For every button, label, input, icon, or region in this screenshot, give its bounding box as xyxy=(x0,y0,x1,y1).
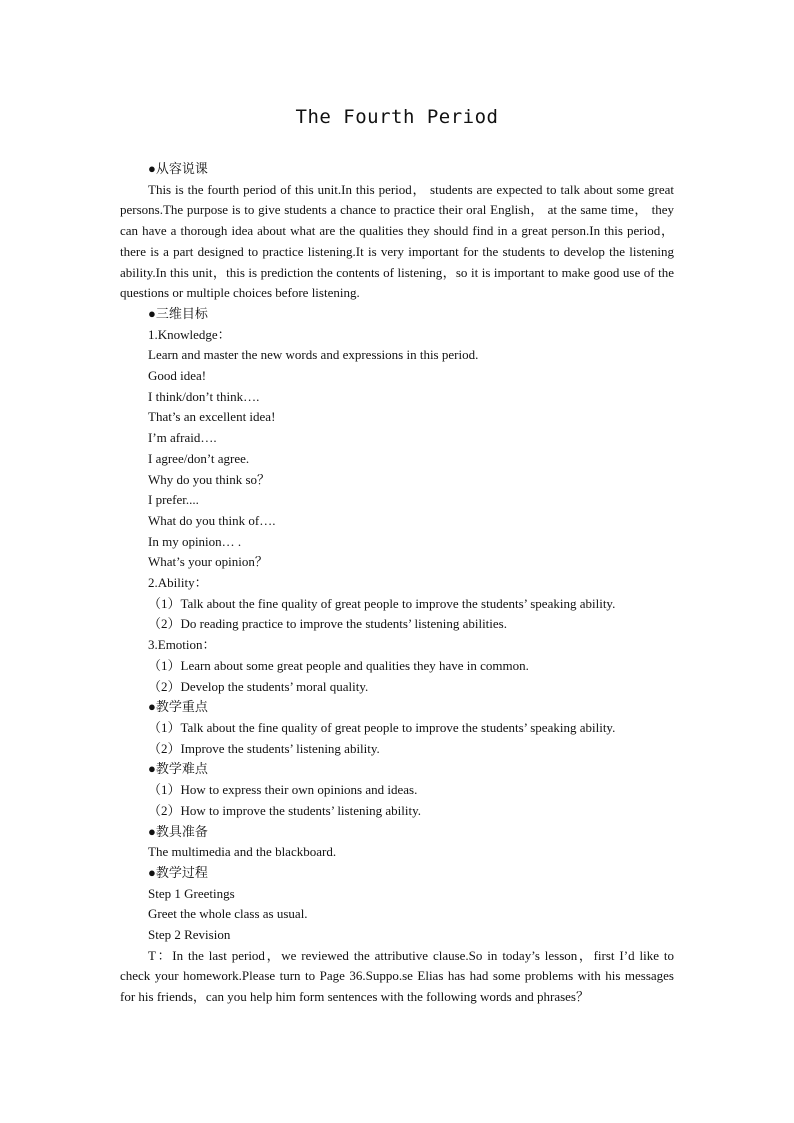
step2-paragraph: T：In the last period，we reviewed the attributive clause.So in today’s lesson，first I’d like to check your homework.Please turn to Page 36.Suppo.se Elias has had some problems with his messages for his friends，can you help him form sentences with the following words and phrases？ xyxy=(120,947,674,1005)
section-heading-materials: ●教具准备 xyxy=(148,823,208,839)
difficulty-item: （2）How to improve the students’ listening ability. xyxy=(148,802,421,818)
knowledge-item: Good idea! xyxy=(148,368,207,384)
ability-item: （1）Talk about the fine quality of great people to improve the students’ speaking ability. xyxy=(148,595,616,611)
knowledge-item: I’m afraid…. xyxy=(148,430,217,446)
document-body xyxy=(120,159,674,1008)
key-point-item: （1）Talk about the fine quality of great people to improve the students’ speaking ability. xyxy=(148,719,616,735)
knowledge-item: What’s your opinion？ xyxy=(148,554,268,570)
knowledge-item: What do you think of…. xyxy=(148,512,276,528)
emotion-heading: 3.Emotion： xyxy=(148,637,216,653)
emotion-item: （1）Learn about some great people and qualities they have in common. xyxy=(148,657,529,673)
knowledge-item: I think/don’t think…. xyxy=(148,388,260,404)
intro-paragraph: This is the fourth period of this unit.In this period， students are expected to talk about some great persons.The purpose is to give students a chance to practice their oral English， at the same time， they can have a thorough idea about what are the qualities they should find in a great person.In this period， there is a part designed to practice listening.It is very important for the students to develop the listening ability.In this unit，this is prediction the contents of listening，so it is important to make good use of the questions or multiple choices before listening. xyxy=(120,181,674,301)
ability-heading: 2.Ability： xyxy=(148,575,208,591)
knowledge-heading: 1.Knowledge： xyxy=(148,326,231,342)
ability-item: （2）Do reading practice to improve the students’ listening abilities. xyxy=(148,616,507,632)
knowledge-item: Learn and master the new words and expressions in this period. xyxy=(148,347,479,363)
section-heading-procedure: ●教学过程 xyxy=(148,864,208,880)
step1-heading: Step 1 Greetings xyxy=(148,885,235,901)
key-point-item: （2）Improve the students’ listening ability. xyxy=(148,740,380,756)
materials-text: The multimedia and the blackboard. xyxy=(148,844,337,860)
emotion-item: （2）Develop the students’ moral quality. xyxy=(148,678,369,694)
step1-text: Greet the whole class as usual. xyxy=(148,906,308,922)
knowledge-item: I agree/don’t agree. xyxy=(148,450,250,466)
section-heading-difficulties: ●教学难点 xyxy=(148,761,208,777)
knowledge-item: Why do you think so？ xyxy=(148,471,271,487)
knowledge-item: I prefer.... xyxy=(148,492,199,508)
section-heading-shuoke: ●从容说课 xyxy=(148,161,208,176)
section-heading-goals: ●三维目标 xyxy=(148,305,208,321)
section-heading-key-points: ●教学重点 xyxy=(148,699,208,715)
knowledge-item: In my opinion… . xyxy=(148,533,242,549)
step2-heading: Step 2 Revision xyxy=(148,927,231,943)
knowledge-item: That’s an excellent idea! xyxy=(148,409,276,425)
difficulty-item: （1）How to express their own opinions and ideas. xyxy=(148,782,418,798)
page-title: The Fourth Period xyxy=(295,106,499,128)
